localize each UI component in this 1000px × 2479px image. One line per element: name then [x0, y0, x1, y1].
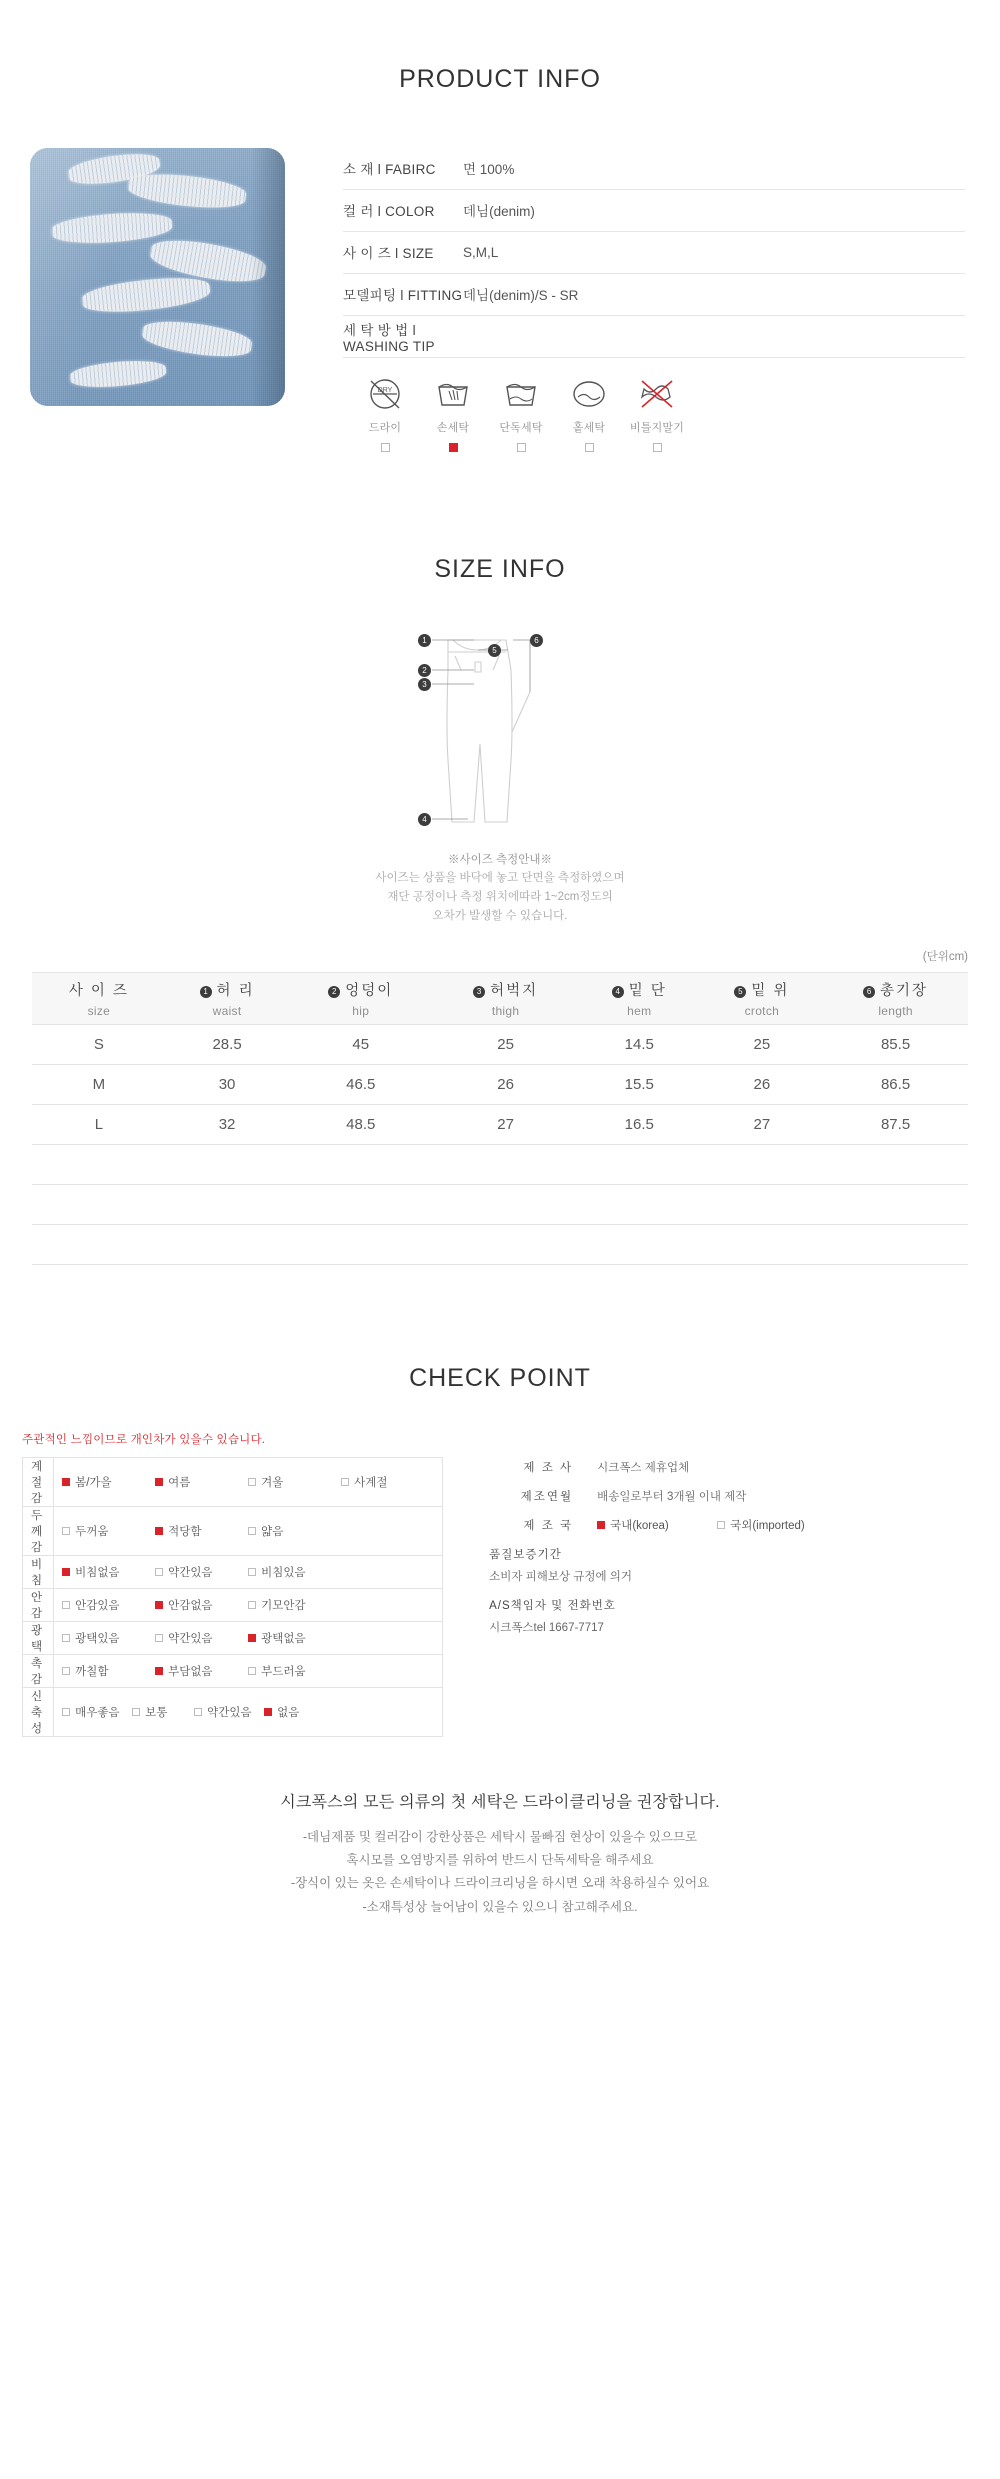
washing-checkbox — [517, 443, 526, 452]
size-measure-note — [0, 851, 1000, 927]
size-col-thigh: 3 허벅지 thigh — [433, 973, 578, 1025]
option-item[interactable]: 비침있음 — [248, 1564, 341, 1580]
col-number-badge: 1 — [200, 986, 212, 998]
option-item[interactable]: 약간있음 — [155, 1630, 248, 1646]
option-item[interactable]: 기모안감 — [248, 1597, 341, 1613]
spec-value: 데님(denim)/S - SR — [463, 288, 579, 304]
option-item[interactable]: 사계절 — [341, 1474, 434, 1490]
cell-hip: 48.5 — [288, 1105, 433, 1145]
washing-tip-label-row — [343, 316, 965, 358]
option-item[interactable]: 매우좋음 — [62, 1704, 132, 1720]
cell-hip: 45 — [288, 1025, 433, 1065]
photo-shading — [251, 148, 285, 406]
row-key: 촉 감 — [23, 1655, 54, 1688]
checkbox-icon[interactable] — [264, 1708, 272, 1716]
product-info-body — [0, 148, 1000, 452]
table-row — [23, 1507, 443, 1556]
cell-size: S — [32, 1025, 166, 1065]
washing-checkbox — [653, 443, 662, 452]
warranty-block — [489, 1546, 837, 1584]
table-row — [23, 1622, 443, 1655]
product-spec-list — [343, 148, 965, 452]
washing-checkbox — [381, 443, 390, 452]
maker-value: 시크폭스 제휴업체 — [597, 1462, 690, 1475]
table-row-empty — [32, 1225, 968, 1265]
check-point-title: CHECK POINT — [409, 1364, 591, 1393]
spec-label: 컬 러 l COLOR — [343, 204, 435, 220]
row-key: 비 침 — [23, 1556, 54, 1589]
diagram-tag-4: 4 — [418, 813, 431, 826]
hand-wash-icon — [430, 375, 476, 413]
washing-item-hand — [419, 375, 487, 452]
cell-size: M — [32, 1065, 166, 1105]
col-number-badge: 3 — [473, 986, 485, 998]
row-key: 두 께 감 — [23, 1507, 54, 1556]
size-note-line: 재단 공정이나 측정 위치에따라 1~2cm정도의 — [387, 891, 613, 904]
size-col-length: 6 총기장 length — [823, 973, 968, 1025]
cell-hip: 46.5 — [288, 1065, 433, 1105]
washing-item-dry — [351, 375, 419, 452]
made-date-value: 배송일로부터 3개월 이내 제작 — [597, 1491, 747, 1504]
table-row — [32, 1065, 968, 1105]
warranty-desc: 소비자 피해보상 규정에 의거 — [489, 1571, 633, 1584]
table-row — [32, 1025, 968, 1065]
washing-caption: 손세탁 — [436, 421, 470, 434]
cell-crotch: 25 — [701, 1025, 824, 1065]
footer-line: -데님제품 및 컬러감이 강한상품은 세탁시 물빠짐 현상이 있을수 있으므로 — [302, 1830, 698, 1845]
spec-value: 면 100% — [463, 162, 515, 178]
origin-row — [489, 1517, 837, 1533]
no-wring-icon — [634, 375, 680, 413]
size-info-title: SIZE INFO — [434, 554, 566, 583]
washing-item-no-wring — [623, 375, 691, 452]
checkbox-icon[interactable] — [62, 1568, 70, 1576]
product-info-section — [0, 0, 1000, 452]
cell-waist: 28.5 — [166, 1025, 289, 1065]
checkbox-icon[interactable] — [597, 1521, 605, 1529]
checkbox-icon[interactable] — [155, 1568, 163, 1576]
footer-note-section — [0, 1737, 1000, 1953]
checkbox-icon[interactable] — [248, 1634, 256, 1642]
check-point-section — [0, 1265, 1000, 1737]
checkbox-icon[interactable] — [248, 1601, 256, 1609]
option-item[interactable]: 약간있음 — [155, 1564, 248, 1580]
size-col-size: 사 이 즈 size — [32, 973, 166, 1025]
checkbox-icon[interactable] — [62, 1634, 70, 1642]
checkbox-icon[interactable] — [155, 1667, 163, 1675]
maker-label: 제 조 사 — [523, 1462, 574, 1475]
spec-label: 소 재 l FABIRC — [343, 162, 436, 178]
cold-wash-icon — [566, 375, 612, 413]
cell-length: 85.5 — [823, 1025, 968, 1065]
cell-crotch: 27 — [701, 1105, 824, 1145]
option-item[interactable]: 안감있음 — [62, 1597, 155, 1613]
option-item[interactable]: 약간있음 — [194, 1704, 264, 1720]
check-point-body — [22, 1457, 978, 1737]
size-table — [32, 972, 968, 1265]
maker-row — [489, 1459, 837, 1475]
size-col-hip: 2 엉덩이 hip — [288, 973, 433, 1025]
cell-length: 86.5 — [823, 1065, 968, 1105]
diagram-tag-5: 5 — [488, 644, 501, 657]
diagram-tag-2: 2 — [418, 664, 431, 677]
checkbox-icon[interactable] — [155, 1478, 163, 1486]
checkbox-icon[interactable] — [132, 1708, 140, 1716]
made-date-label: 제조연월 — [520, 1491, 574, 1504]
diagram-tag-1: 1 — [418, 634, 431, 647]
checkbox-icon[interactable] — [155, 1634, 163, 1642]
warranty-title: 품질보증기간 — [489, 1549, 562, 1562]
cell-hem: 16.5 — [578, 1105, 701, 1145]
checkbox-icon[interactable] — [248, 1527, 256, 1535]
option-item-origin-imported[interactable]: 국외(imported) — [717, 1517, 837, 1533]
cell-length: 87.5 — [823, 1105, 968, 1145]
washing-tip-label: 세 탁 방 법 l WASHING TIP — [343, 322, 435, 354]
spec-row-fitting — [343, 274, 965, 316]
checkbox-icon[interactable] — [62, 1667, 70, 1675]
size-note-header: ※사이즈 측정안내※ — [448, 853, 552, 866]
checkbox-icon[interactable] — [248, 1478, 256, 1486]
option-item[interactable]: 부드러움 — [248, 1663, 341, 1679]
cell-waist: 30 — [166, 1065, 289, 1105]
separate-wash-icon — [498, 375, 544, 413]
check-point-warning: 주관적인 느낌이므로 개인차가 있을수 있습니다. — [22, 1434, 266, 1447]
footer-lines — [0, 1826, 1000, 1919]
checkbox-icon[interactable] — [155, 1527, 163, 1535]
size-measurement-diagram — [370, 622, 630, 837]
as-block — [489, 1597, 837, 1635]
as-desc: 시크폭스tel 1667-7717 — [489, 1622, 604, 1635]
checkbox-icon[interactable] — [62, 1601, 70, 1609]
no-dry-clean-icon — [362, 375, 408, 413]
washing-checkbox — [585, 443, 594, 452]
cell-thigh: 27 — [433, 1105, 578, 1145]
checkbox-icon[interactable] — [62, 1708, 70, 1716]
cell-size: L — [32, 1105, 166, 1145]
checkbox-icon[interactable] — [155, 1601, 163, 1609]
check-point-table — [22, 1457, 443, 1737]
washing-icon-list — [343, 375, 965, 452]
footer-line: -소재특성상 늘어남이 있을수 있으니 참고해주세요. — [362, 1899, 638, 1914]
manufacturer-info — [489, 1457, 837, 1737]
spec-label: 모델피팅 l FITTING — [343, 288, 463, 304]
cell-thigh: 25 — [433, 1025, 578, 1065]
size-unit-label: (단위cm) — [922, 951, 968, 964]
option-item[interactable]: 광택없음 — [248, 1630, 341, 1646]
table-row — [23, 1655, 443, 1688]
washing-item-cold — [555, 375, 623, 452]
origin-label: 제 조 국 — [523, 1520, 574, 1533]
size-col-waist: 1 허 리 waist — [166, 973, 289, 1025]
diagram-tag-6: 6 — [530, 634, 543, 647]
option-item[interactable]: 안감없음 — [155, 1597, 248, 1613]
as-title: A/S책임자 및 전화번호 — [489, 1600, 616, 1613]
option-item[interactable]: 겨울 — [248, 1474, 341, 1490]
size-note-line: 사이즈는 상품을 바닥에 놓고 단면을 측정하였으며 — [375, 872, 625, 885]
footer-title: 시크폭스의 모든 의류의 첫 세탁은 드라이클리닝을 권장합니다. — [280, 1794, 720, 1812]
size-info-section — [0, 452, 1000, 1266]
washing-item-separate — [487, 375, 555, 452]
checkbox-icon[interactable] — [248, 1667, 256, 1675]
col-number-badge: 2 — [328, 986, 340, 998]
option-item[interactable]: 보통 — [132, 1704, 194, 1720]
table-row — [23, 1589, 443, 1622]
row-key: 신 축 성 — [23, 1688, 54, 1737]
spec-value: S,M,L — [463, 244, 499, 260]
made-date-row — [489, 1488, 837, 1504]
checkbox-icon[interactable] — [194, 1708, 202, 1716]
cell-hem: 15.5 — [578, 1065, 701, 1105]
product-photo — [30, 148, 285, 406]
washing-caption: 단독세탁 — [499, 421, 543, 434]
option-item[interactable]: 비침없음 — [62, 1564, 155, 1580]
diagram-tag-3: 3 — [418, 678, 431, 691]
checkbox-icon[interactable] — [717, 1521, 725, 1529]
size-col-hem: 4 밑 단 hem — [578, 973, 701, 1025]
size-note-line: 오차가 발생할 수 있습니다. — [432, 910, 568, 923]
row-key: 계 절 감 — [23, 1458, 54, 1507]
option-item[interactable]: 까칠함 — [62, 1663, 155, 1679]
size-table-header-row — [32, 973, 968, 1025]
size-col-crotch: 5 밑 위 crotch — [701, 973, 824, 1025]
cell-hem: 14.5 — [578, 1025, 701, 1065]
row-key: 광 택 — [23, 1622, 54, 1655]
product-info-title: PRODUCT INFO — [399, 64, 601, 93]
svg-text:DRY: DRY — [377, 386, 393, 394]
checkbox-icon[interactable] — [62, 1527, 70, 1535]
spec-value: 데님(denim) — [463, 204, 535, 220]
footer-line: 혹시모를 오염방지를 위하여 반드시 단독세탁을 해주세요 — [346, 1853, 654, 1868]
row-key: 안 감 — [23, 1589, 54, 1622]
option-item[interactable]: 적당함 — [155, 1523, 248, 1539]
table-row — [23, 1688, 443, 1737]
table-row — [23, 1556, 443, 1589]
cell-crotch: 26 — [701, 1065, 824, 1105]
option-item[interactable]: 없음 — [264, 1704, 324, 1720]
option-item[interactable]: 여름 — [155, 1474, 248, 1490]
option-item[interactable]: 광택있음 — [62, 1630, 155, 1646]
cell-thigh: 26 — [433, 1065, 578, 1105]
table-row — [23, 1458, 443, 1507]
spec-label: 사 이 즈 l SIZE — [343, 246, 434, 262]
option-item-origin-domestic[interactable]: 국내(korea) — [597, 1517, 717, 1533]
checkbox-icon[interactable] — [62, 1478, 70, 1486]
col-number-badge: 6 — [863, 986, 875, 998]
checkbox-icon[interactable] — [248, 1568, 256, 1576]
checkbox-icon[interactable] — [341, 1478, 349, 1486]
washing-checkbox — [449, 443, 458, 452]
table-row-empty — [32, 1185, 968, 1225]
footer-line: -장식이 있는 옷은 손세탁이나 드라이크리닝을 하시면 오래 착용하실수 있어요 — [290, 1876, 710, 1891]
option-item[interactable]: 봄/가을 — [62, 1474, 155, 1490]
table-row — [32, 1105, 968, 1145]
option-item[interactable]: 두꺼움 — [62, 1523, 155, 1539]
spec-row-fabric — [343, 148, 965, 190]
spec-row-color — [343, 190, 965, 232]
washing-caption: 홑세탁 — [572, 421, 606, 434]
option-item[interactable]: 부담없음 — [155, 1663, 248, 1679]
spec-row-size — [343, 232, 965, 274]
washing-caption: 드라이 — [368, 421, 402, 434]
cell-waist: 32 — [166, 1105, 289, 1145]
option-item[interactable]: 얇음 — [248, 1523, 341, 1539]
col-number-badge: 5 — [734, 986, 746, 998]
table-row-empty — [32, 1145, 968, 1185]
col-number-badge: 4 — [612, 986, 624, 998]
washing-caption: 비틀지말기 — [629, 421, 685, 434]
